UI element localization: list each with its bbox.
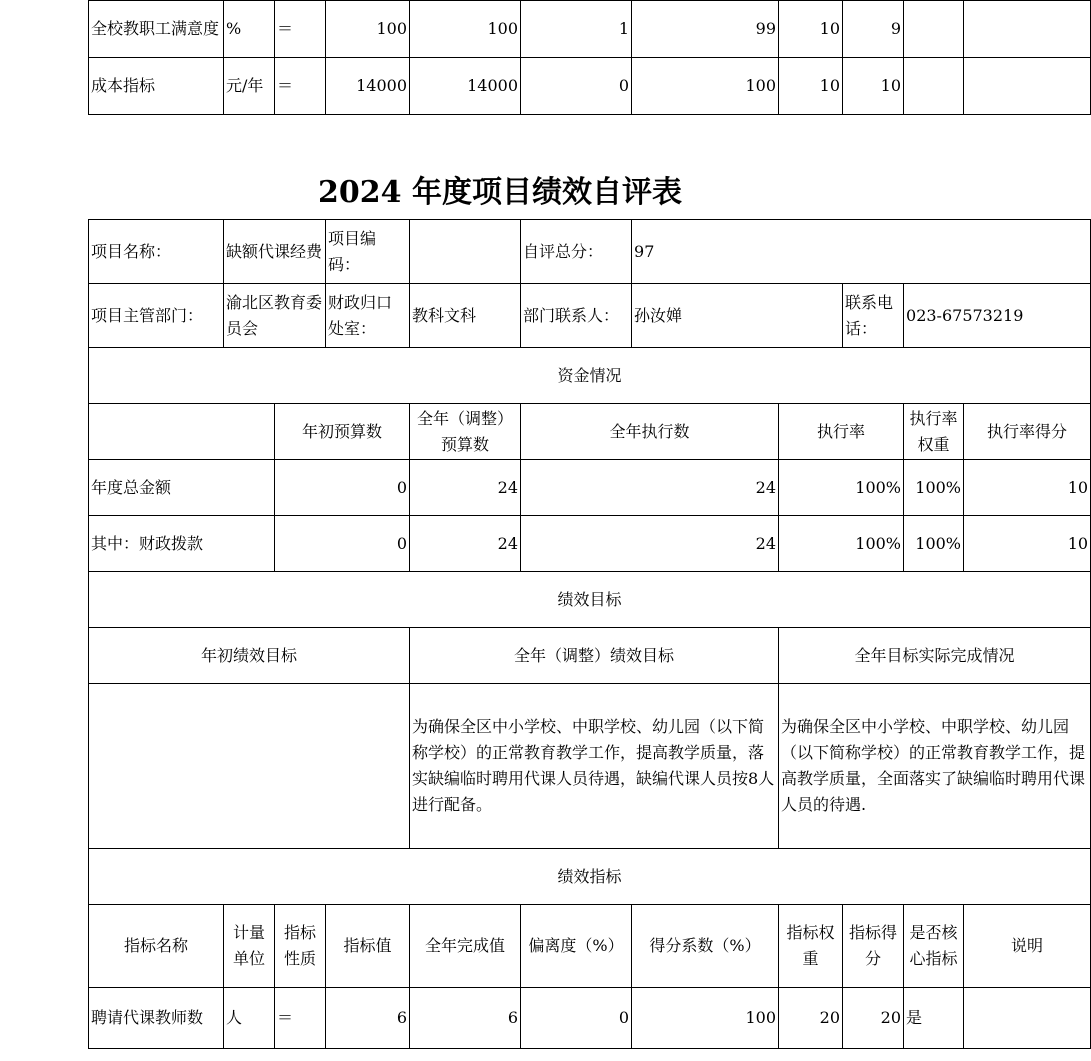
self-score-label: 自评总分： [521,220,632,284]
section-row [89,849,1091,905]
phone-label: 联系电话： [843,284,904,348]
funds-header: 年初预算数 [275,404,410,460]
indicators-header: 说明 [964,905,1091,988]
goals-row [89,684,1091,849]
indicators-header: 指标值 [326,905,410,988]
contact-label: 部门联系人： [521,284,632,348]
indicators-header: 全年完成值 [410,905,521,988]
indicator-target: 100 [326,1,410,58]
project-code [410,220,521,284]
funds-rate: 100% [779,460,904,516]
goals-adjusted: 为确保全区中小学校、中职学校、幼儿园（以下简称学校）的正常教育教学工作，提高教学质量，落实缺编临时聘用代课人员待遇，缺编代课人员按8人进行配备。 [410,684,779,849]
dept-label: 项目主管部门： [89,284,224,348]
project-name-label: 项目名称： [89,220,224,284]
indicator-full-year: 14000 [410,58,521,115]
indicator-core [904,1,964,58]
goals-actual: 为确保全区中小学校、中职学校、幼儿园（以下简称学校）的正常教育教学工作，提高教学质量，全面落实了缺编临时聘用代课人员的待遇. [779,684,1091,849]
funds-header: 执行率得分 [964,404,1091,460]
contact: 孙汝婵 [632,284,843,348]
funds-header-row [89,404,1091,460]
indicator-deviation: 0 [521,988,632,1049]
phone: 023-67573219 [904,284,1091,348]
indicators-section-title: 绩效指标 [89,849,1091,905]
indicator-property: ＝ [275,988,326,1049]
indicator-property: ＝ [275,58,326,115]
funds-initial: 0 [275,460,410,516]
funds-header-blank [89,404,275,460]
indicator-weight: 20 [779,988,843,1049]
prior-indicator-table [88,0,1091,115]
dept: 渝北区教育委员会 [224,284,326,348]
funds-initial: 0 [275,516,410,572]
indicator-deviation: 0 [521,58,632,115]
indicator-unit: 元/年 [224,58,275,115]
funds-adjusted: 24 [410,460,521,516]
funds-row [89,460,1091,516]
finance-office: 教科文科 [410,284,521,348]
funds-score: 10 [964,516,1091,572]
funds-executed: 24 [521,460,779,516]
indicator-weight: 10 [779,58,843,115]
funds-header: 全年（调整）预算数 [410,404,521,460]
table-row [89,1,1091,58]
funds-header: 执行率 [779,404,904,460]
goals-header: 全年目标实际完成情况 [779,628,1091,684]
finance-office-label: 财政归口处室： [326,284,410,348]
indicator-coef: 100 [632,988,779,1049]
indicators-header: 得分系数（%） [632,905,779,988]
funds-rate: 100% [779,516,904,572]
funds-score: 10 [964,460,1091,516]
indicator-coef: 99 [632,1,779,58]
indicator-score: 20 [843,988,904,1049]
funds-header: 执行率权重 [904,404,964,460]
table-row [89,988,1091,1049]
goals-initial [89,684,410,849]
funds-label: 其中：财政拨款 [89,516,275,572]
indicator-full-year: 6 [410,988,521,1049]
funds-section-title: 资金情况 [89,348,1091,404]
indicators-header: 指标得分 [843,905,904,988]
indicator-target: 14000 [326,58,410,115]
funds-weight: 100% [904,516,964,572]
indicator-note [964,988,1091,1049]
funds-adjusted: 24 [410,516,521,572]
indicators-header: 是否核心指标 [904,905,964,988]
info-row [89,284,1091,348]
funds-weight: 100% [904,460,964,516]
section-row [89,572,1091,628]
indicator-note [964,1,1091,58]
goals-section-title: 绩效目标 [89,572,1091,628]
table-row [89,58,1091,115]
indicators-header: 偏离度（%） [521,905,632,988]
section-row [89,348,1091,404]
indicators-header: 指标性质 [275,905,326,988]
indicators-header: 指标权重 [779,905,843,988]
indicator-name: 聘请代课教师数 [89,988,224,1049]
goals-header-row [89,628,1091,684]
indicator-deviation: 1 [521,1,632,58]
indicator-core [904,58,964,115]
funds-label: 年度总金额 [89,460,275,516]
funds-header: 全年执行数 [521,404,779,460]
indicator-note [964,58,1091,115]
indicator-unit: % [224,1,275,58]
self-score: 97 [632,220,1091,284]
goals-header: 年初绩效目标 [89,628,410,684]
indicators-header: 计量单位 [224,905,275,988]
indicator-name: 成本指标 [89,58,224,115]
indicator-unit: 人 [224,988,275,1049]
goals-header: 全年（调整）绩效目标 [410,628,779,684]
indicators-header: 指标名称 [89,905,224,988]
evaluation-table [88,219,1091,1049]
funds-row [89,516,1091,572]
project-code-label: 项目编码： [326,220,410,284]
indicators-header-row [89,905,1091,988]
indicator-target: 6 [326,988,410,1049]
indicator-weight: 10 [779,1,843,58]
indicator-property: ＝ [275,1,326,58]
indicator-score: 10 [843,58,904,115]
indicator-name: 全校教职工满意度 [89,1,224,58]
funds-executed: 24 [521,516,779,572]
project-name: 缺额代课经费 [224,220,326,284]
indicator-full-year: 100 [410,1,521,58]
page-title: 2024 年度项目绩效自评表 [318,175,682,210]
info-row [89,220,1091,284]
indicator-core: 是 [904,988,964,1049]
indicator-score: 9 [843,1,904,58]
indicator-coef: 100 [632,58,779,115]
